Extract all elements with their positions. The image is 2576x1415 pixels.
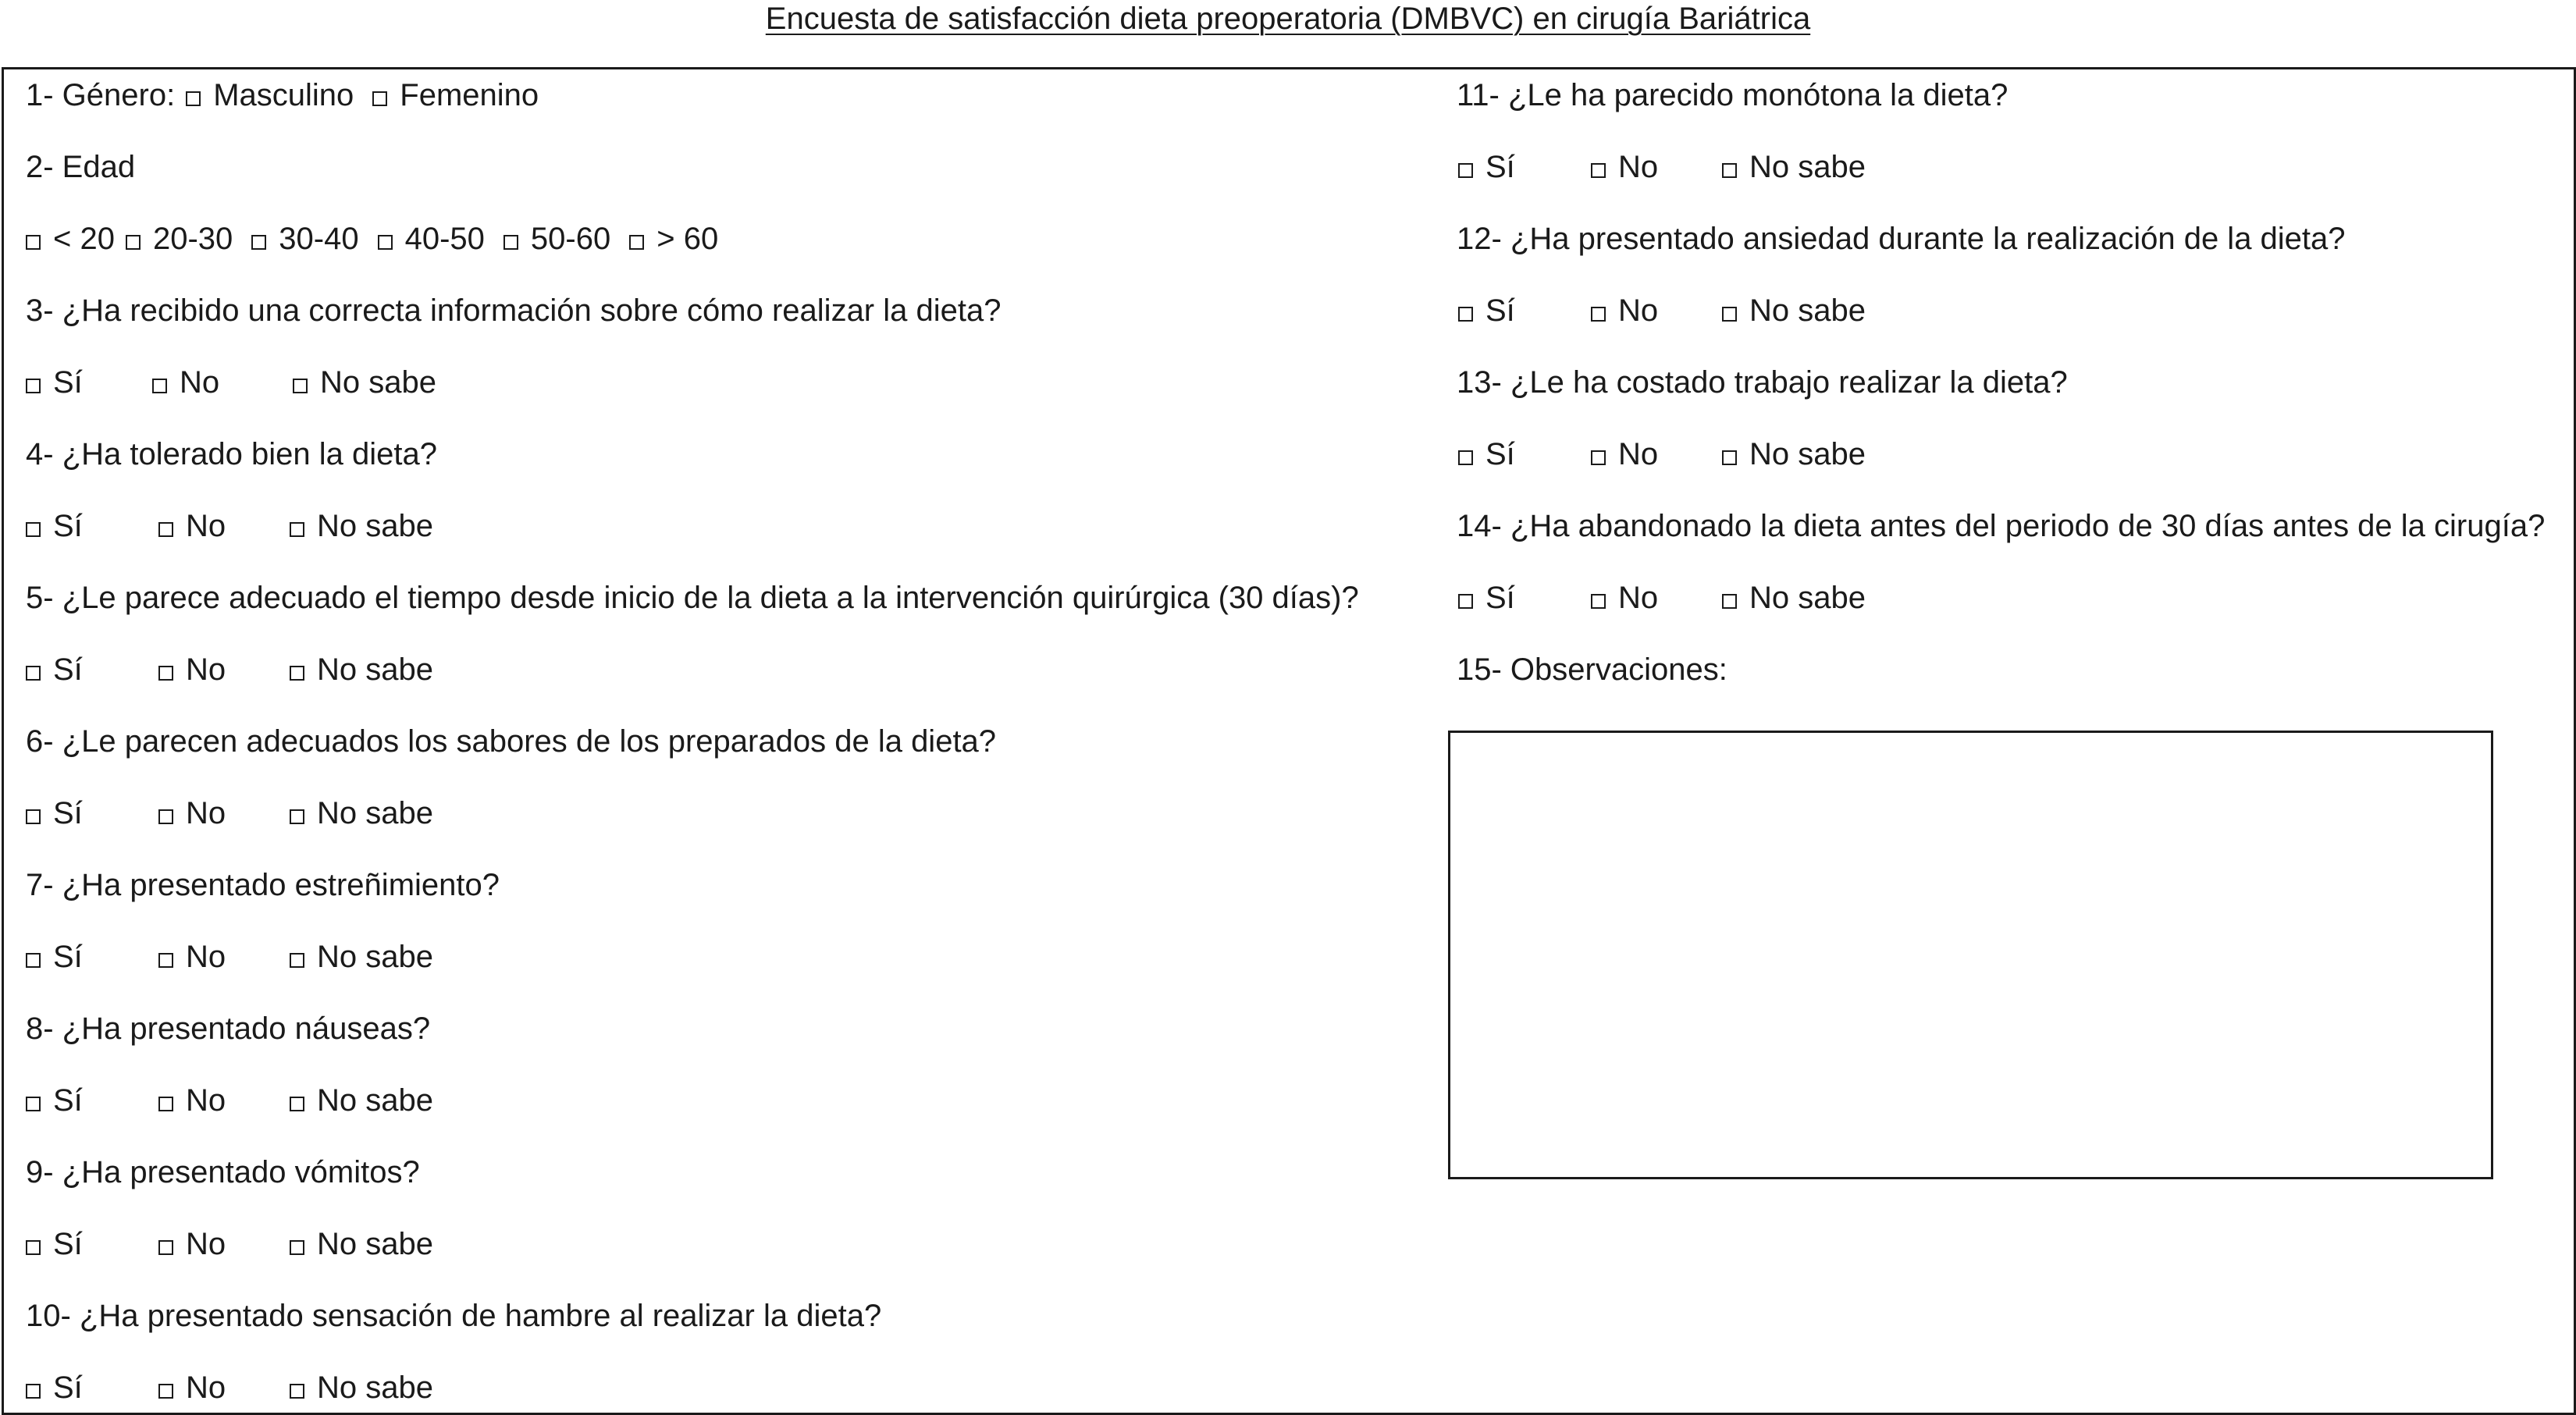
checkbox-icon[interactable] <box>1591 307 1606 322</box>
answer-no[interactable]: No <box>1591 149 1658 185</box>
checkbox-icon[interactable] <box>158 953 173 968</box>
checkbox-icon[interactable] <box>1722 594 1737 609</box>
answer-si[interactable]: Sí <box>26 1370 83 1406</box>
checkbox-icon[interactable] <box>158 1097 173 1111</box>
checkbox-icon[interactable] <box>158 1384 173 1399</box>
answer-no-sabe[interactable]: No sabe <box>290 508 433 544</box>
answer-no-sabe[interactable]: No sabe <box>1722 436 1866 472</box>
answer-no[interactable]: No <box>1591 580 1658 616</box>
question-7-label: 7- ¿Ha presentado estreñimiento? <box>26 868 500 902</box>
checkbox-icon[interactable] <box>1591 594 1606 609</box>
answer-no[interactable]: No <box>158 1226 226 1262</box>
answer-si[interactable]: Sí <box>26 1083 83 1118</box>
answer-no-sabe[interactable]: No sabe <box>290 652 433 688</box>
question-8-label: 8- ¿Ha presentado náuseas? <box>26 1011 431 1046</box>
checkbox-icon[interactable] <box>290 666 304 681</box>
answer-si[interactable]: Sí <box>26 508 83 544</box>
question-1 <box>26 77 539 113</box>
option-age-40-50[interactable]: 40-50 <box>378 222 485 256</box>
checkbox-icon[interactable] <box>290 522 304 537</box>
answer-si[interactable]: Sí <box>26 939 83 975</box>
checkbox-icon[interactable] <box>290 809 304 824</box>
question-10-label: 10- ¿Ha presentado sensación de hambre al realizar la dieta? <box>26 1299 882 1333</box>
answer-no[interactable]: No <box>152 364 219 400</box>
checkbox-icon[interactable] <box>26 1097 41 1111</box>
option-age-50-60[interactable]: 50-60 <box>503 222 610 256</box>
option-femenino[interactable]: Femenino <box>372 78 539 112</box>
checkbox-icon[interactable] <box>1591 450 1606 465</box>
option-masculino[interactable]: Masculino <box>186 78 354 112</box>
question-3-label: 3- ¿Ha recibido una correcta información sobre cómo realizar la dieta? <box>26 293 1002 328</box>
question-2-label: 2- Edad <box>26 150 136 184</box>
option-age-under-20[interactable]: < 20 <box>26 222 115 256</box>
answer-no[interactable]: No <box>158 939 226 975</box>
checkbox-icon[interactable] <box>1722 307 1737 322</box>
answer-no[interactable]: No <box>158 795 226 831</box>
question-4-label: 4- ¿Ha tolerado bien la dieta? <box>26 437 437 471</box>
answer-si[interactable]: Sí <box>26 1226 83 1262</box>
answer-no[interactable]: No <box>1591 436 1658 472</box>
question-6-label: 6- ¿Le parecen adecuados los sabores de los preparados de la dieta? <box>26 724 997 759</box>
checkbox-icon[interactable] <box>1722 163 1737 178</box>
checkbox-icon[interactable] <box>158 809 173 824</box>
checkbox-icon[interactable] <box>26 666 41 681</box>
answer-no-sabe[interactable]: No sabe <box>293 364 436 400</box>
answer-no-sabe[interactable]: No sabe <box>290 1370 433 1406</box>
answer-si[interactable]: Sí <box>26 652 83 688</box>
option-age-over-60[interactable]: > 60 <box>629 222 718 256</box>
question-13-label: 13- ¿Le ha costado trabajo realizar la dieta? <box>1457 365 2068 400</box>
checkbox-icon[interactable] <box>126 235 141 250</box>
answer-no-sabe[interactable]: No sabe <box>1722 293 1866 329</box>
checkbox-icon[interactable] <box>503 235 518 250</box>
option-age-30-40[interactable]: 30-40 <box>251 222 358 256</box>
checkbox-icon[interactable] <box>1591 163 1606 178</box>
answer-si[interactable]: Sí <box>1458 293 1515 329</box>
checkbox-icon[interactable] <box>290 953 304 968</box>
checkbox-icon[interactable] <box>1458 307 1473 322</box>
answer-si[interactable]: Sí <box>26 795 83 831</box>
checkbox-icon[interactable] <box>290 1097 304 1111</box>
question-14-label: 14- ¿Ha abandonado la dieta antes del periodo de 30 días antes de la cirugía? <box>1457 509 2546 543</box>
age-options <box>26 221 718 257</box>
checkbox-icon[interactable] <box>1458 594 1473 609</box>
question-11-label: 11- ¿Le ha parecido monótona la dieta? <box>1457 78 2008 112</box>
answer-no-sabe[interactable]: No sabe <box>290 1083 433 1118</box>
answer-no-sabe[interactable]: No sabe <box>1722 580 1866 616</box>
option-age-20-30[interactable]: 20-30 <box>126 222 233 256</box>
answer-no[interactable]: No <box>1591 293 1658 329</box>
answer-no[interactable]: No <box>158 1370 226 1406</box>
checkbox-icon[interactable] <box>378 235 393 250</box>
checkbox-icon[interactable] <box>1722 450 1737 465</box>
observations-textbox[interactable] <box>1448 731 2493 1179</box>
survey-title: Encuesta de satisfacción dieta preoperatoria (DMBVC) en cirugía Bariátrica <box>765 2 1811 36</box>
answer-no[interactable]: No <box>158 652 226 688</box>
checkbox-icon[interactable] <box>26 522 41 537</box>
checkbox-icon[interactable] <box>158 1240 173 1255</box>
checkbox-icon[interactable] <box>26 379 41 393</box>
checkbox-icon[interactable] <box>26 1384 41 1399</box>
answer-no-sabe[interactable]: No sabe <box>1722 149 1866 185</box>
checkbox-icon[interactable] <box>26 953 41 968</box>
checkbox-icon[interactable] <box>26 1240 41 1255</box>
answer-si[interactable]: Sí <box>1458 580 1515 616</box>
checkbox-icon[interactable] <box>1458 163 1473 178</box>
checkbox-icon[interactable] <box>186 91 201 106</box>
answer-no[interactable]: No <box>158 508 226 544</box>
checkbox-icon[interactable] <box>1458 450 1473 465</box>
question-9-label: 9- ¿Ha presentado vómitos? <box>26 1155 420 1189</box>
answer-no-sabe[interactable]: No sabe <box>290 939 433 975</box>
answer-no-sabe[interactable]: No sabe <box>290 795 433 831</box>
checkbox-icon[interactable] <box>290 1384 304 1399</box>
checkbox-icon[interactable] <box>251 235 266 250</box>
answer-no[interactable]: No <box>158 1083 226 1118</box>
question-15-label: 15- Observaciones: <box>1457 652 1727 687</box>
answer-no-sabe[interactable]: No sabe <box>290 1226 433 1262</box>
checkbox-icon[interactable] <box>26 235 41 250</box>
checkbox-icon[interactable] <box>158 522 173 537</box>
question-12-label: 12- ¿Ha presentado ansiedad durante la realización de la dieta? <box>1457 222 2346 256</box>
checkbox-icon[interactable] <box>629 235 644 250</box>
checkbox-icon[interactable] <box>26 809 41 824</box>
answer-si[interactable]: Sí <box>26 364 83 400</box>
answer-si[interactable]: Sí <box>1458 436 1515 472</box>
checkbox-icon[interactable] <box>293 379 308 393</box>
checkbox-icon[interactable] <box>290 1240 304 1255</box>
question-5-label: 5- ¿Le parece adecuado el tiempo desde inicio de la dieta a la intervención quirúrgica (30 días)? <box>26 581 1359 615</box>
checkbox-icon[interactable] <box>372 91 387 106</box>
question-1-label: 1- Género: <box>26 78 176 112</box>
checkbox-icon[interactable] <box>152 379 167 393</box>
survey-form <box>2 67 2576 1415</box>
checkbox-icon[interactable] <box>158 666 173 681</box>
answer-si[interactable]: Sí <box>1458 149 1515 185</box>
